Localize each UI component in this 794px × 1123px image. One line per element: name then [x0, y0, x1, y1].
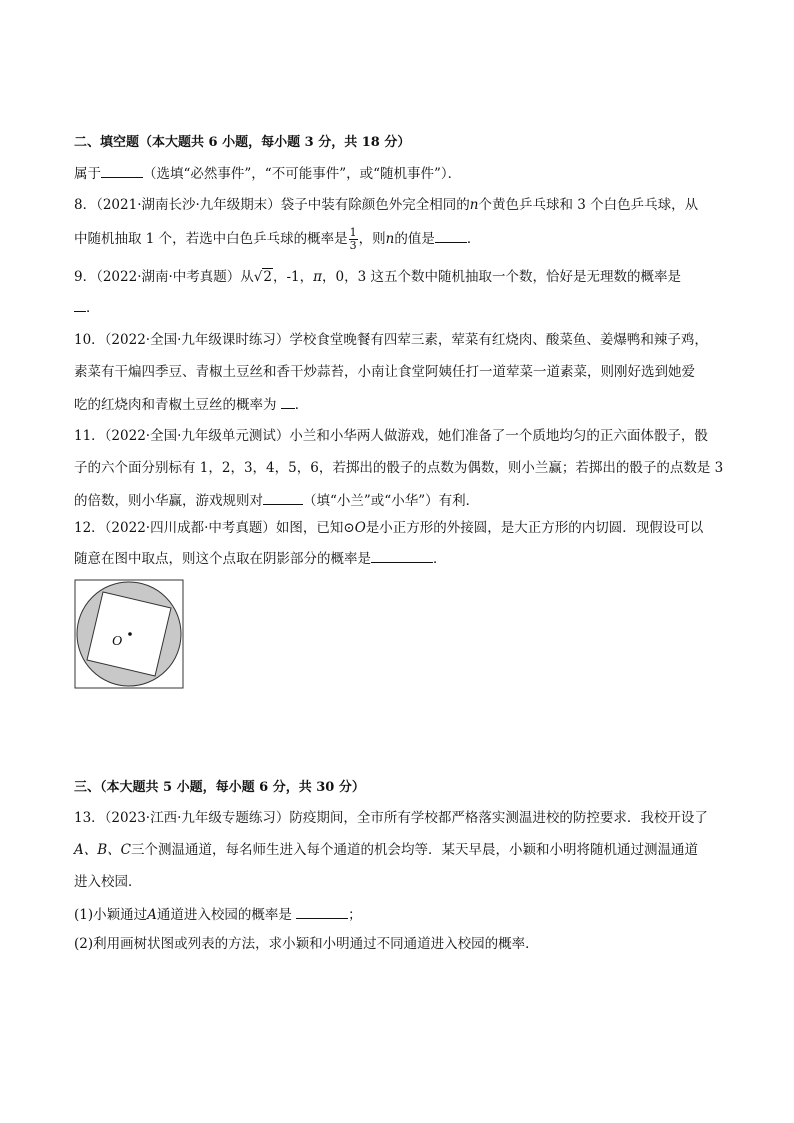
q8-text: 的值是 — [394, 231, 435, 247]
q12-text: 12．（2022·四川成都·中考真题）如图，已知 — [74, 520, 344, 536]
circle-symbol: ⊙ — [343, 520, 355, 536]
q8-text: 中随机抽取 1 个，若选中白色乒乓球的概率是 — [74, 231, 348, 247]
question-10-line-3 — [74, 394, 308, 415]
q9-text: 9．（2022·湖南·中考真题）从 — [74, 269, 254, 285]
q8-text: ． — [466, 231, 481, 247]
q9-text: ，0，3 这五个数中随机抽取一个数，恰好是无理数的概率是 — [322, 269, 681, 285]
q12-var-o: O — [354, 520, 366, 536]
q7-text-a: 属于 — [74, 166, 101, 182]
sqrt-radicand: 2 — [263, 269, 272, 285]
question-7-tail — [74, 163, 461, 184]
question-10-line-2: 素菜有干煸四季豆、青椒土豆丝和香干炒蒜苔，小南让食堂阿姨任打一道荤菜一道素菜，则刚好选到她爱 — [74, 364, 695, 380]
q10-text: ． — [294, 397, 309, 413]
q8-text: 8．（2021·湖南长沙·九年级期末）袋子中装有除颜色外完全相同的 — [74, 197, 470, 213]
q13-answer-blank[interactable] — [296, 904, 348, 919]
question-13-part-2: (2)利用画树状图或列表的方法，求小颖和小明通过不同通道进入校园的概率． — [74, 936, 539, 952]
question-10-line-1: 10．（2022·全国·九年级课时练习）学校食堂晚餐有四荤三素，荤菜有红烧肉、酸菜鱼、姜爆鸭和辣子鸡， — [74, 332, 708, 348]
q10-text: 吃的红烧肉和青椒土豆丝的概率为 — [74, 397, 277, 413]
q13-text: (1)小颖通过 — [74, 907, 148, 923]
q12-geometry-figure — [74, 579, 184, 689]
pi-symbol: π — [313, 269, 323, 285]
q9-text: ． — [86, 300, 100, 316]
question-11-line-1: 11．（2022·全国·九年级单元测试）小兰和小华两人做游戏，她们准备了一个质地均匀的正六面体骰子，骰 — [74, 428, 708, 444]
q8-text: 个黄色乒乓球和 3 个白色乒乓球，从 — [478, 197, 699, 213]
question-12-line-2 — [74, 548, 447, 569]
q13-var-a: A — [147, 907, 157, 923]
question-13-line-1: 13．（2023·江西·九年级专题练习）防疫期间，全市所有学校都严格落实测温进校的防控要求．我校开设了 — [74, 810, 708, 826]
q12-text: 是小正方形的外接圆，是大正方形的内切圆．现假设可以 — [365, 520, 704, 536]
fraction-numerator: 1 — [349, 226, 357, 239]
sqrt-symbol: √ — [253, 269, 263, 285]
q9-answer-blank[interactable] — [74, 297, 86, 312]
q12-text: 随意在图中取点，则这个点取在阴影部分的概率是 — [74, 551, 371, 567]
sqrt-two — [254, 267, 273, 287]
q13-text: 三个测温通道，每名师生进入每个通道的机会均等．某天早晨，小颖和小明将随机通过测温通道 — [131, 842, 698, 858]
q13-channel-labels: A、B、C — [74, 842, 131, 858]
center-point — [128, 632, 132, 636]
q10-answer-blank[interactable] — [281, 394, 295, 409]
q9-text: ，-1， — [272, 269, 314, 285]
question-8-line-2 — [74, 227, 480, 252]
q7-answer-blank[interactable] — [101, 163, 143, 178]
q13-text: 通道进入校园的概率是 — [156, 907, 292, 923]
section-3-header: 三、（本大题共 5 小题，每小题 6 分，共 30 分） — [74, 780, 365, 795]
q8-var-n: n — [469, 197, 479, 213]
q12-text: ． — [433, 551, 447, 567]
q11-text: 的倍数，则小华赢，游戏规则对 — [74, 493, 263, 509]
q13-text: ； — [348, 907, 362, 923]
question-13-part-1 — [74, 904, 362, 925]
question-12-line-1 — [74, 518, 703, 538]
question-9-line-2 — [74, 297, 100, 318]
q8-text: ，则 — [358, 231, 386, 247]
question-13-line-3: 进入校园． — [74, 874, 142, 890]
center-label: O — [112, 634, 123, 649]
question-9-line-1 — [74, 267, 681, 287]
q8-answer-blank[interactable] — [435, 228, 467, 243]
question-13-line-2 — [74, 840, 698, 860]
q7-text-b: （选填“必然事件”，“不可能事件”，或“随机事件”）． — [143, 166, 462, 182]
q12-answer-blank[interactable] — [371, 548, 433, 563]
section-2-header: 二、填空题（本大题共 6 小题，每小题 3 分，共 18 分） — [74, 135, 411, 150]
question-8-line-1 — [74, 195, 698, 215]
question-11-line-3 — [74, 490, 479, 511]
q8-var-n: n — [385, 231, 395, 247]
q11-text: （填“小兰”或“小华”）有利． — [303, 493, 480, 509]
question-11-line-2: 子的六个面分别标有 1，2，3，4，5，6，若掷出的骰子的点数为偶数，则小兰赢；若掷出的骰子的点数是 3 — [74, 460, 724, 476]
q11-answer-blank[interactable] — [263, 490, 303, 505]
fraction-denominator: 3 — [349, 239, 357, 252]
fraction-one-third — [349, 227, 358, 252]
